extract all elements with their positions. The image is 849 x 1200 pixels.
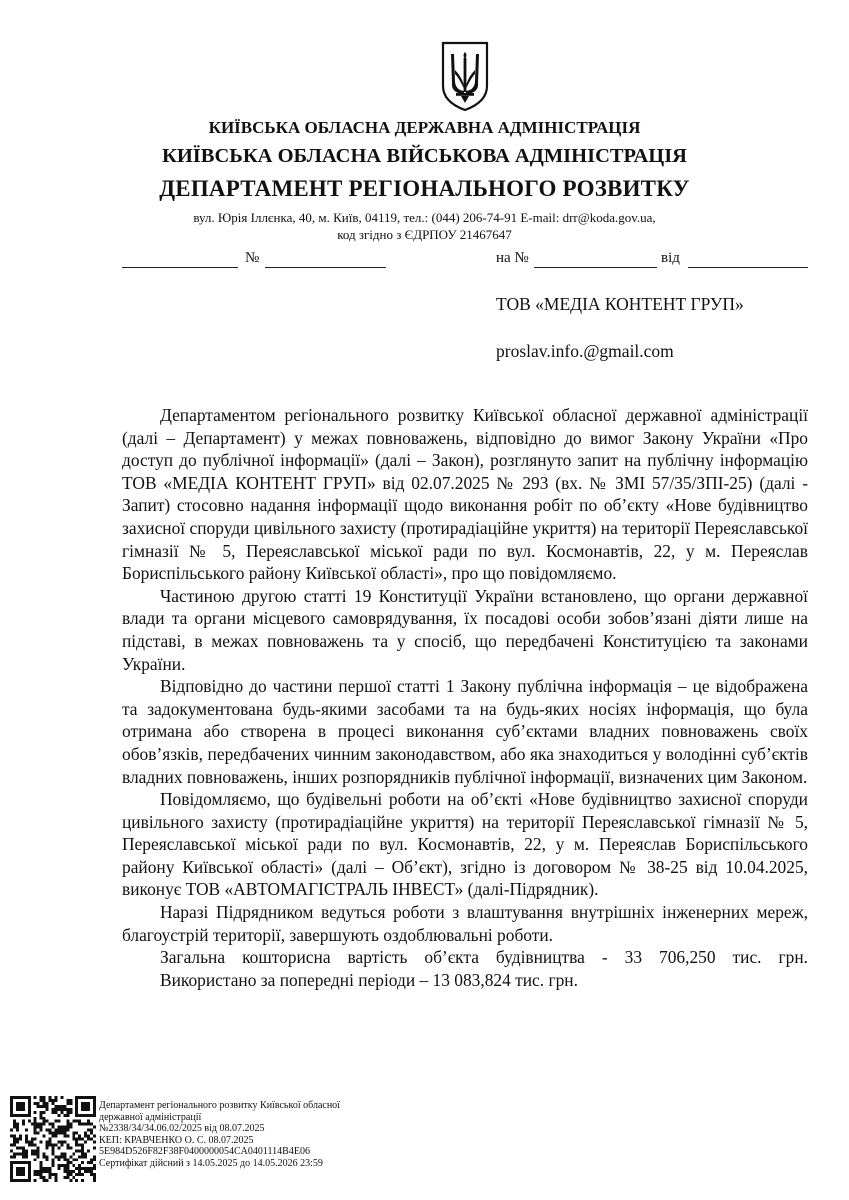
incoming-date-blank xyxy=(688,267,808,268)
body-paragraph: Відповідно до частини першої статті 1 Закону публічна інформація – це відображена та задокументована будь-якими засобами та на будь-яких носіях інформація, що була отримана або створена в процесі виконання суб’єктами владних повноважень своїх обов’язків, передбачених чинним законодавством, або яка знаходиться у володінні суб’єктів владних повноважень, інших розпорядників публічної інформації, визначених цим Законом. xyxy=(122,676,808,787)
on-number-label: на № xyxy=(496,250,529,266)
agency-name-line1: КИЇВСЬКА ОБЛАСНА ДЕРЖАВНА АДМІНІСТРАЦІЯ xyxy=(208,118,641,137)
outgoing-number-blank xyxy=(265,267,386,268)
registration-line xyxy=(122,250,808,270)
ukraine-trident-emblem-icon xyxy=(439,40,491,112)
body-paragraph: Частиною другою статті 19 Конституції України встановлено, що органи державної влади та органи місцевого самоврядування, їх посадові особи зобов’язані діяти лише на підставі, в межах повноважень та у спосіб, що передбачені Конституцією та законами України. xyxy=(122,585,808,674)
incoming-number-blank xyxy=(534,267,657,268)
digital-signature-block xyxy=(99,1100,340,1170)
department-name: ДЕПАРТАМЕНТ РЕГІОНАЛЬНОГО РОЗВИТКУ xyxy=(159,176,690,201)
body-paragraph: Наразі Підрядником ведуться роботи з влаштування внутрішніх інженерних мереж, благоустрій території, завершують оздоблювальні роботи. xyxy=(122,902,808,945)
letter-body xyxy=(122,404,808,991)
agency-name-line2: КИЇВСЬКА ОБЛАСНА ВІЙСЬКОВА АДМІНІСТРАЦІЯ xyxy=(162,145,687,167)
number-label: № xyxy=(245,250,260,266)
recipient-email: proslav.info.@gmail.com xyxy=(496,341,674,361)
signature-line: 5E984D526F82F38F0400000054CA0401114B4E06 xyxy=(99,1146,310,1158)
body-paragraph-total-cost: Загальна кошторисна вартість об’єкта будівництва - 33 706,250 тис. грн. xyxy=(160,947,808,968)
body-paragraph: Повідомляємо, що будівельні роботи на об’єкті «Нове будівництво захисної споруди цивільного захисту (протирадіаційне укриття) на території Переяславської гімназії № 5, Переяславської міської ради по вул. Космонавтів, 22, у м. Переяслав Бориспільського району Київської області» (далі – Об’єкт), згідно із договором № 38-25 від 10.04.2025, виконує ТОВ «АВТОМАГІСТРАЛЬ ІНВЕСТ» (далі-Підрядник). xyxy=(122,789,808,900)
body-paragraph: Департаментом регіонального розвитку Київської обласної державної адміністрації (далі – Департамент) у межах повноважень, відповідно до вимог Закону України «Про доступ до публічної інформації» (далі – Закон), розглянуто запит на публічну інформацію ТОВ «МЕДІА КОНТЕНТ ГРУП» від 02.07.2025 № 293 (вх. № ЗМІ 57/35/ЗПІ-25) (далі - Запит) стосовно надання інформації щодо виконання робіт по об’єкту «Нове будівництво захисної споруди цивільного захисту (протирадіаційне укриття) на території Переяславської гімназії № 5, Переяславської міської ради по вул. Космонавтів, 22, у м. Переяслав Бориспільського району Київської області», про що повідомляємо. xyxy=(122,405,808,584)
signature-line: №2338/34/34.06.02/2025 від 08.07.2025 xyxy=(99,1123,265,1135)
signature-line: Сертифікат дійсний з 14.05.2025 до 14.05.2026 23:59 xyxy=(99,1157,323,1169)
signature-line: КЕП: КРАВЧЕНКО О. С. 08.07.2025 xyxy=(99,1134,254,1146)
department-address: вул. Юрія Іллєнка, 40, м. Київ, 04119, тел.: (044) 206-74-91 E-mail: drr@koda.gov.ua, xyxy=(193,210,656,225)
qr-code-icon xyxy=(10,1096,96,1182)
department-edrpou: код згідно з ЄДРПОУ 21467647 xyxy=(337,227,512,242)
body-paragraph-used-funds: Використано за попередні періоди – 13 083,824 тис. грн. xyxy=(160,969,578,990)
outgoing-date-blank xyxy=(122,267,238,268)
from-label: від xyxy=(661,250,680,266)
signature-line: Департамент регіонального розвитку Київської обласної xyxy=(99,1100,340,1111)
signature-line: державної адміністрації xyxy=(99,1111,202,1123)
recipient-name: ТОВ «МЕДІА КОНТЕНТ ГРУП» xyxy=(496,294,744,314)
